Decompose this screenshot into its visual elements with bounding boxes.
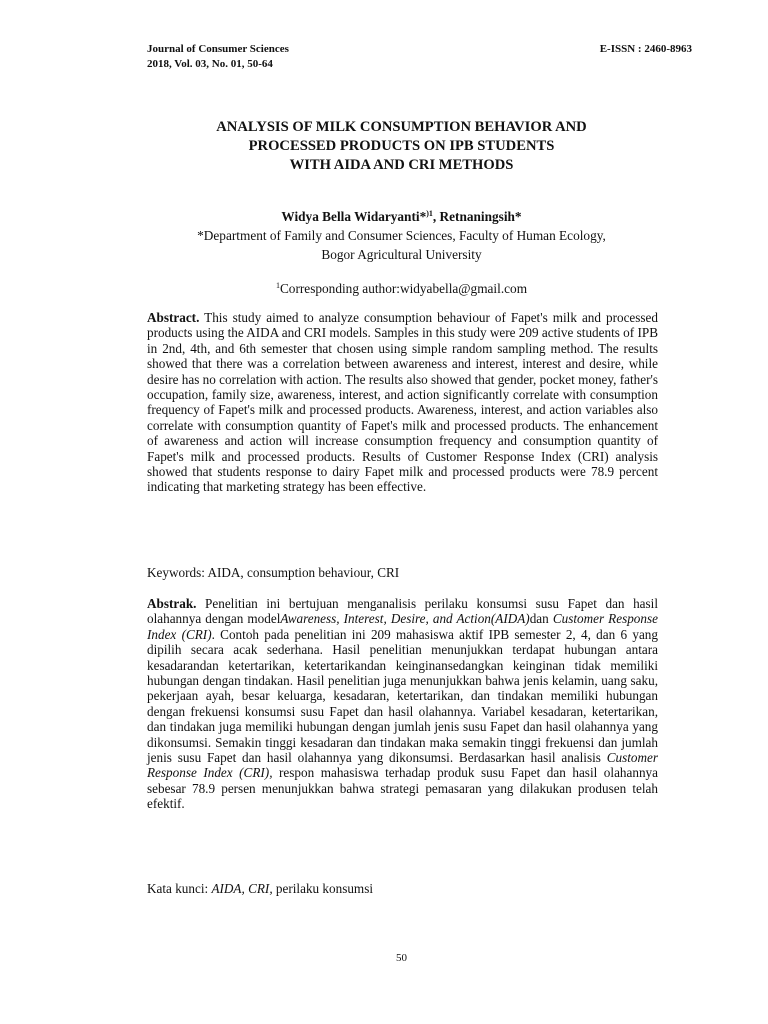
abstrak-label: Abstrak. (147, 596, 197, 611)
author-names (100, 207, 703, 226)
kata-kunci-rest: perilaku konsumsi (272, 881, 373, 896)
affiliation-line-2: Bogor Agricultural University (321, 247, 482, 262)
corresponding-email: Corresponding author:widyabella@gmail.com (279, 281, 528, 296)
keywords: Keywords: AIDA, consumption behaviour, CRI (147, 565, 400, 580)
paper-title (100, 118, 703, 175)
abstrak-italic-1: Awareness, Interest, Desire, and Action(AIDA) (280, 611, 530, 627)
abstrak-text-3: . Contoh pada penelitian ini 209 mahasiswa aktif IPB semester 2, 4, dan 6 yang dipilih secara acak sederhana. Hasil penelitian menunjukkan terdapat hubungan antara kesadarandan ketertarikan, ketertarikandan keinginansedangkan keinginan tidak memiliki hubungan dengan tindakan. Hasil penelitian juga menunjukkan bahwa jenis kelamin, uang saku, pekerjaan ayah, besar keluarga, kesadaran, ketertarikan, dan tindakan memiliki hubungan dengan frekuensi konsumsi susu Fapet dan hasil olahannya. Variabel kesadaran, ketertarikan, dan tindakan juga memiliki hubungan dengan jumlah jenis susu Fapet dan hasil olahannya yang dikonsumsi. Semakin tinggi kesadaran dan tindakan maka semakin tinggi frekuensi dan jumlah jenis susu Fapet dan hasil olahannya yang dikonsumsi. Berdasarkan hasil analisis (147, 626, 658, 766)
title-line-1: ANALYSIS OF MILK CONSUMPTION BEHAVIOR AND (216, 119, 587, 135)
author-1: Widya Bella Widaryanti* (281, 209, 427, 224)
kata-kunci-label: Kata kunci: (147, 881, 212, 896)
abstrak-italic-3: Customer Response Index (CRI), (147, 750, 658, 781)
abstract-indonesian (147, 596, 658, 812)
kata-kunci-italic: AIDA, CRI, (211, 881, 273, 896)
journal-issn: E-ISSN : 2460-8963 (599, 43, 692, 55)
abstrak-text-4: respon mahasiswa terhadap produk susu Fapet dan hasil olahannya sebesar 78.9 persen menunjukkan bahwa strategi pemasaran yang dilakukan produsen telah efektif. (147, 765, 658, 812)
journal-name: Journal of Consumer Sciences (147, 43, 289, 55)
journal-volume: 2018, Vol. 03, No. 01, 50-64 (147, 58, 273, 70)
abstract-label: Abstract. (147, 310, 200, 325)
author-block (100, 207, 703, 298)
title-line-2: PROCESSED PRODUCTS ON IPB STUDENTS (248, 138, 555, 154)
abstrak-italic-2: Customer Response Index (CRI) (147, 611, 658, 642)
corresponding-note: 1 (275, 281, 280, 290)
abstract-text: This study aimed to analyze consumption behaviour of Fapet's milk and processed products using the AIDA and CRI models. Samples in this study were 209 active students of IPB in 2nd, 4th, and 6th semester that chosen using simple random sampling method. The results showed that there was a correlation between awareness and interest, interest and desire, while desire has no correlation with action. The results also showed that gender, pocket money, father's occupation, family size, awareness, interest, and action significantly correlate with consumption frequency of Fapet's milk and processed products. Awareness, interest, and action variables also correlate with consumption quantity of Fapet's milk and processed products. The enhancement of awareness and action will increase consumption frequency and consumption quantity of Fapet's milk and processed products. Results of Customer Response Index (CRI) analysis showed that students response to dairy Fapet milk and processed products were 78.9 percent indicating that marketing strategy has been effective. (147, 310, 658, 495)
affiliation-line-1: *Department of Family and Consumer Sciences, Faculty of Human Ecology, (197, 228, 606, 243)
journal-info (147, 42, 289, 72)
abstract-english (147, 310, 658, 495)
abstrak-text-2: dan (529, 611, 553, 627)
author-2: , Retnaningsih* (432, 209, 522, 224)
title-line-3: WITH AIDA AND CRI METHODS (289, 157, 514, 173)
page-number: 50 (396, 952, 407, 964)
corresponding-author (100, 279, 703, 298)
author-1-note: )1 (426, 209, 433, 218)
kata-kunci (147, 881, 658, 896)
abstrak-text-1: Penelitian ini bertujuan menganalisis perilaku konsumsi susu Fapet dan hasil olahannya dengan model (147, 596, 658, 627)
